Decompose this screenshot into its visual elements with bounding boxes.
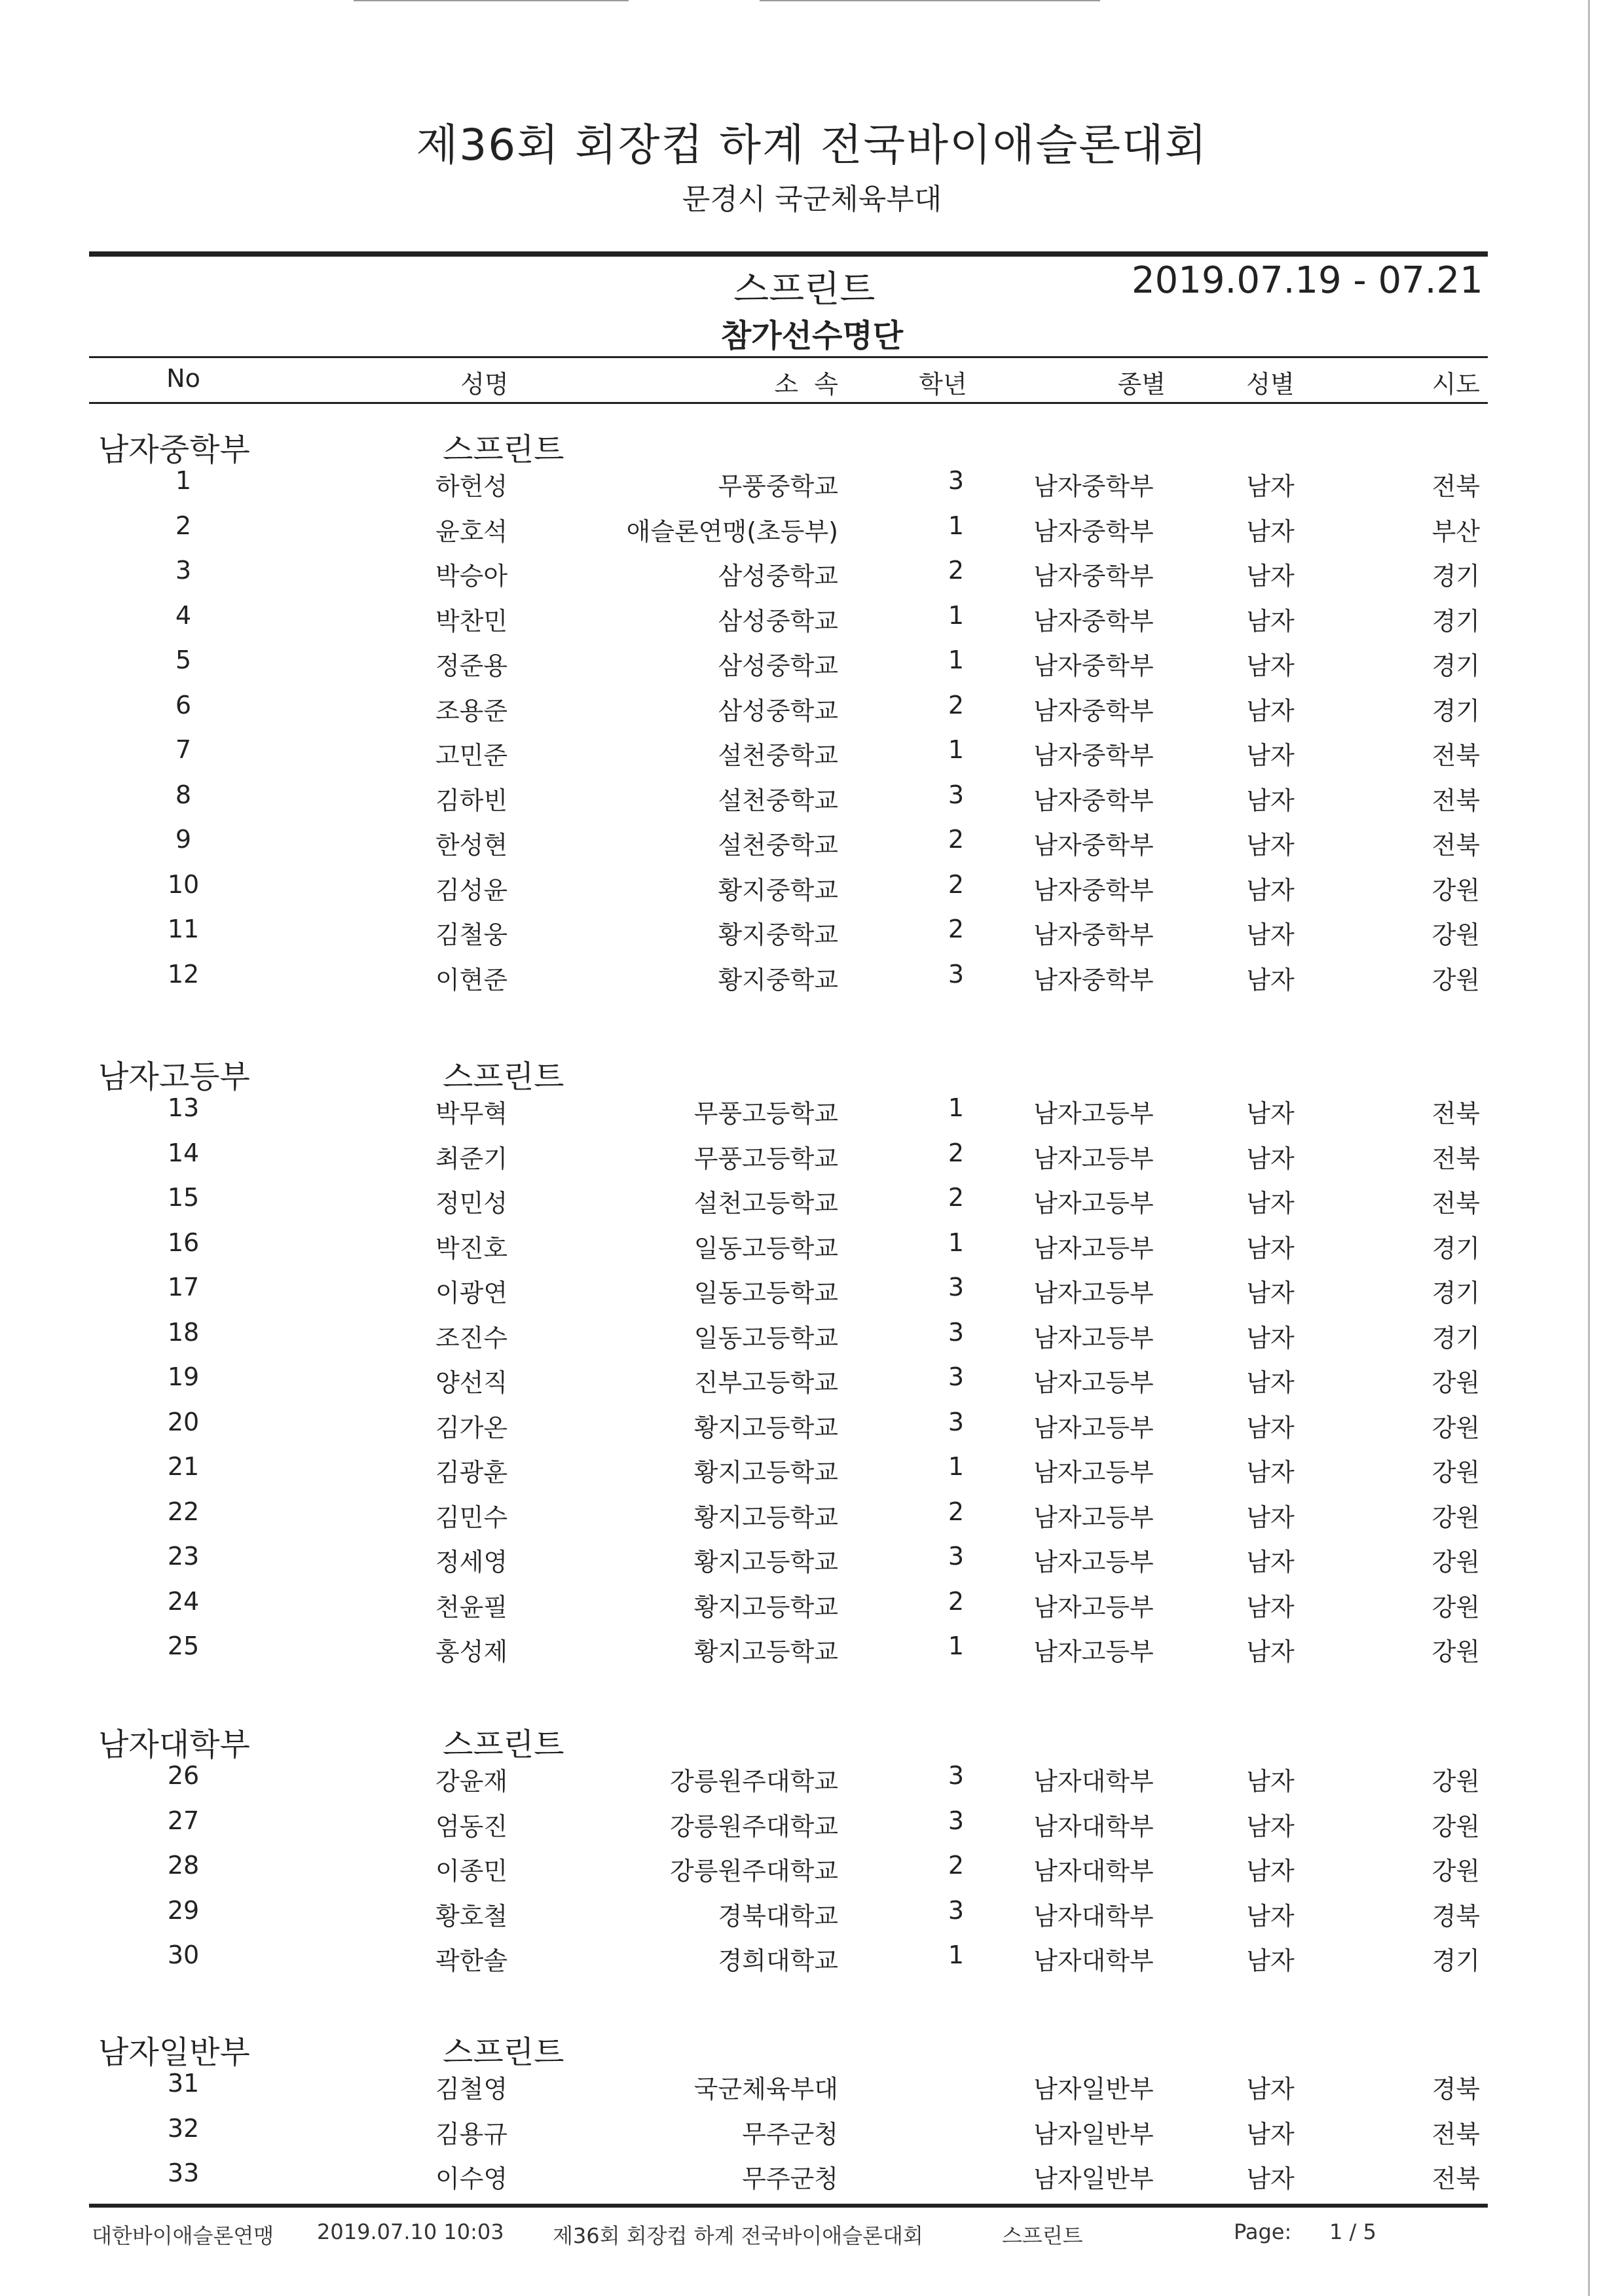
- row-category: 남자중학부: [1033, 606, 1154, 636]
- row-no: 22: [167, 1497, 200, 1526]
- row-grade: 1: [948, 1228, 965, 1257]
- row-region: 강원: [1431, 1548, 1480, 1576]
- row-sex: 남자: [1246, 1548, 1295, 1576]
- row-region: 전북: [1431, 1144, 1480, 1173]
- row-name: 양선직: [435, 1368, 508, 1397]
- row-affiliation: 설천중학교: [718, 786, 838, 815]
- row-category: 남자일반부: [1033, 2164, 1154, 2193]
- row-name: 고민준: [435, 741, 508, 770]
- row-category: 남자중학부: [1033, 651, 1154, 680]
- row-name: 이종민: [435, 1857, 508, 1886]
- row-affiliation: 애슬론연맹(초등부): [626, 517, 838, 546]
- row-sex: 남자: [1246, 1368, 1295, 1397]
- row-affiliation: 일동고등학교: [693, 1233, 838, 1263]
- section-event: 스프린트: [443, 1726, 564, 1763]
- col-category: 종별: [1117, 370, 1166, 399]
- row-grade: 3: [948, 1542, 965, 1571]
- row-name: 엄동진: [435, 1812, 508, 1841]
- row-affiliation: 경북대학교: [718, 1901, 838, 1931]
- row-name: 박찬민: [435, 606, 508, 636]
- section-label: 남자고등부: [98, 1059, 250, 1095]
- row-no: 18: [167, 1317, 200, 1347]
- row-sex: 남자: [1246, 1901, 1295, 1931]
- row-affiliation: 황지고등학교: [693, 1548, 838, 1576]
- row-affiliation: 진부고등학교: [693, 1368, 838, 1397]
- row-name: 윤호석: [435, 517, 508, 546]
- row-category: 남자일반부: [1033, 2119, 1154, 2149]
- footer-event: 스프린트: [1002, 2223, 1083, 2248]
- row-affiliation: 무풍중학교: [718, 472, 838, 501]
- row-region: 경기: [1431, 1946, 1480, 1975]
- row-name: 조용준: [435, 696, 508, 725]
- row-category: 남자중학부: [1033, 517, 1154, 546]
- col-sex: 성별: [1246, 370, 1295, 399]
- row-sex: 남자: [1246, 1413, 1295, 1442]
- row-affiliation: 무주군청: [742, 2119, 838, 2149]
- row-affiliation: 일동고등학교: [693, 1279, 838, 1307]
- row-no: 30: [167, 1941, 200, 1969]
- row-sex: 남자: [1246, 606, 1295, 636]
- row-grade: 2: [948, 1497, 965, 1526]
- row-category: 남자중학부: [1033, 920, 1154, 949]
- venue: 문경시 국군체육부대: [682, 183, 942, 216]
- col-grade: 학년: [919, 370, 967, 399]
- row-category: 남자고등부: [1033, 1592, 1154, 1622]
- column-header-bottom-rule: [89, 402, 1488, 404]
- row-region: 강원: [1431, 920, 1480, 949]
- row-no: 17: [167, 1273, 200, 1302]
- footer-printed: 2019.07.10 10:03: [317, 2219, 504, 2244]
- row-no: 12: [167, 959, 200, 989]
- row-name: 최준기: [435, 1144, 508, 1173]
- row-sex: 남자: [1246, 1144, 1295, 1173]
- row-name: 하헌성: [435, 472, 508, 501]
- row-region: 강원: [1431, 875, 1480, 905]
- row-category: 남자대학부: [1033, 1767, 1154, 1796]
- row-sex: 남자: [1246, 831, 1295, 860]
- row-no: 29: [167, 1895, 200, 1925]
- row-region: 전북: [1431, 1189, 1480, 1218]
- row-sex: 남자: [1246, 1637, 1295, 1666]
- row-region: 전북: [1431, 2119, 1480, 2149]
- row-region: 강원: [1431, 1368, 1480, 1397]
- row-grade: 3: [948, 1806, 965, 1835]
- section-event: 스프린트: [443, 431, 564, 468]
- row-no: 15: [167, 1183, 200, 1212]
- row-affiliation: 무주군청: [742, 2164, 838, 2193]
- row-sex: 남자: [1246, 562, 1295, 591]
- section-event: 스프린트: [443, 2034, 564, 2071]
- row-region: 강원: [1431, 1637, 1480, 1666]
- document-title: 제36회 회장컵 하계 전국바이애슬론대회: [416, 120, 1208, 170]
- row-grade: 3: [948, 466, 965, 495]
- row-category: 남자대학부: [1033, 1857, 1154, 1886]
- row-category: 남자고등부: [1033, 1189, 1154, 1218]
- scan-mark: [760, 0, 1100, 1]
- row-sex: 남자: [1246, 472, 1295, 501]
- row-region: 전북: [1431, 472, 1480, 501]
- row-category: 남자중학부: [1033, 786, 1154, 815]
- row-name: 이현준: [435, 965, 508, 994]
- row-grade: 1: [948, 1631, 965, 1660]
- row-category: 남자고등부: [1033, 1233, 1154, 1263]
- row-category: 남자중학부: [1033, 472, 1154, 501]
- row-grade: 3: [948, 1407, 965, 1436]
- row-affiliation: 황지중학교: [718, 920, 838, 949]
- row-region: 경기: [1431, 562, 1480, 591]
- row-sex: 남자: [1246, 2075, 1295, 2104]
- row-grade: 1: [948, 600, 965, 630]
- row-category: 남자고등부: [1033, 1323, 1154, 1353]
- row-sex: 남자: [1246, 965, 1295, 994]
- row-region: 전북: [1431, 786, 1480, 815]
- footer-event-name: 제36회 회장컵 하계 전국바이애슬론대회: [553, 2223, 923, 2248]
- row-no: 23: [167, 1542, 200, 1571]
- row-affiliation: 일동고등학교: [693, 1323, 838, 1353]
- row-category: 남자고등부: [1033, 1503, 1154, 1532]
- section-label: 남자대학부: [98, 1726, 250, 1763]
- row-category: 남자고등부: [1033, 1548, 1154, 1576]
- row-sex: 남자: [1246, 1233, 1295, 1263]
- row-affiliation: 황지중학교: [718, 875, 838, 905]
- event-name: 스프린트: [733, 268, 876, 311]
- row-no: 28: [167, 1851, 200, 1880]
- row-affiliation: 설천중학교: [718, 831, 838, 860]
- row-grade: 3: [948, 1273, 965, 1302]
- row-region: 경기: [1431, 696, 1480, 725]
- row-name: 황호철: [435, 1901, 508, 1931]
- row-name: 이광연: [435, 1279, 508, 1307]
- row-name: 한성현: [435, 831, 508, 860]
- row-name: 홍성제: [435, 1637, 508, 1666]
- row-category: 남자중학부: [1033, 696, 1154, 725]
- row-category: 남자고등부: [1033, 1279, 1154, 1307]
- section-event: 스프린트: [443, 1059, 564, 1095]
- column-header-top-rule: [89, 356, 1488, 358]
- row-sex: 남자: [1246, 741, 1295, 770]
- row-name: 강윤재: [435, 1767, 508, 1796]
- row-name: 김성윤: [435, 875, 508, 905]
- row-grade: 2: [948, 869, 965, 899]
- row-name: 박진호: [435, 1233, 508, 1263]
- row-grade: 1: [948, 511, 965, 540]
- col-region: 시도: [1431, 370, 1480, 399]
- footer-page-value: 1 / 5: [1329, 2219, 1376, 2244]
- row-sex: 남자: [1246, 1592, 1295, 1622]
- row-sex: 남자: [1246, 920, 1295, 949]
- row-category: 남자대학부: [1033, 1901, 1154, 1931]
- row-grade: 2: [948, 1138, 965, 1167]
- row-grade: 3: [948, 1895, 965, 1925]
- row-region: 경북: [1431, 2075, 1480, 2104]
- row-region: 전북: [1431, 1099, 1480, 1128]
- row-region: 전북: [1431, 831, 1480, 860]
- row-region: 전북: [1431, 2164, 1480, 2193]
- row-sex: 남자: [1246, 1458, 1295, 1487]
- row-sex: 남자: [1246, 1857, 1295, 1886]
- row-region: 강원: [1431, 1592, 1480, 1622]
- row-affiliation: 경희대학교: [718, 1946, 838, 1975]
- row-region: 강원: [1431, 1812, 1480, 1841]
- row-category: 남자대학부: [1033, 1946, 1154, 1975]
- row-category: 남자중학부: [1033, 741, 1154, 770]
- row-no: 16: [167, 1228, 200, 1257]
- row-region: 경기: [1431, 606, 1480, 636]
- row-affiliation: 국군체육부대: [693, 2075, 838, 2104]
- row-no: 5: [175, 646, 192, 674]
- row-no: 13: [167, 1093, 200, 1122]
- row-affiliation: 강릉원주대학교: [670, 1767, 838, 1796]
- row-no: 19: [167, 1362, 200, 1391]
- row-grade: 2: [948, 690, 965, 720]
- row-sex: 남자: [1246, 1099, 1295, 1128]
- row-region: 강원: [1431, 1857, 1480, 1886]
- row-no: 24: [167, 1586, 200, 1616]
- row-grade: 3: [948, 959, 965, 989]
- row-category: 남자고등부: [1033, 1637, 1154, 1666]
- row-affiliation: 황지고등학교: [693, 1503, 838, 1532]
- row-grade: 1: [948, 735, 965, 764]
- row-no: 11: [167, 915, 200, 943]
- row-affiliation: 삼성중학교: [718, 696, 838, 725]
- row-affiliation: 황지고등학교: [693, 1592, 838, 1622]
- row-affiliation: 황지고등학교: [693, 1413, 838, 1442]
- row-name: 김용규: [435, 2119, 508, 2149]
- row-no: 9: [175, 825, 192, 854]
- row-affiliation: 무풍고등학교: [693, 1144, 838, 1173]
- col-affiliation: 소 속: [774, 370, 838, 399]
- row-no: 8: [175, 780, 192, 809]
- row-region: 강원: [1431, 1413, 1480, 1442]
- row-region: 강원: [1431, 1767, 1480, 1796]
- footer-page-label: Page:: [1234, 2219, 1292, 2244]
- row-category: 남자중학부: [1033, 831, 1154, 860]
- row-name: 조진수: [435, 1323, 508, 1353]
- row-affiliation: 강릉원주대학교: [670, 1812, 838, 1841]
- row-region: 강원: [1431, 965, 1480, 994]
- row-category: 남자대학부: [1033, 1812, 1154, 1841]
- row-affiliation: 황지고등학교: [693, 1637, 838, 1666]
- row-sex: 남자: [1246, 1279, 1295, 1307]
- row-affiliation: 강릉원주대학교: [670, 1857, 838, 1886]
- row-name: 김철웅: [435, 920, 508, 949]
- row-region: 경북: [1431, 1901, 1480, 1931]
- row-sex: 남자: [1246, 2164, 1295, 2193]
- row-sex: 남자: [1246, 1323, 1295, 1353]
- row-name: 김하빈: [435, 786, 508, 815]
- row-sex: 남자: [1246, 517, 1295, 546]
- row-no: 14: [167, 1138, 200, 1167]
- row-affiliation: 삼성중학교: [718, 606, 838, 636]
- row-grade: 2: [948, 1851, 965, 1880]
- row-no: 33: [167, 2159, 200, 2187]
- row-grade: 2: [948, 825, 965, 854]
- row-grade: 1: [948, 1452, 965, 1481]
- row-sex: 남자: [1246, 786, 1295, 815]
- scan-mark: [354, 0, 629, 1]
- row-region: 강원: [1431, 1458, 1480, 1487]
- row-sex: 남자: [1246, 1503, 1295, 1532]
- row-no: 3: [175, 556, 192, 585]
- row-region: 경기: [1431, 651, 1480, 680]
- row-grade: 2: [948, 556, 965, 585]
- row-affiliation: 설천고등학교: [693, 1189, 838, 1218]
- row-no: 2: [175, 511, 192, 540]
- row-sex: 남자: [1246, 2119, 1295, 2149]
- row-grade: 3: [948, 1362, 965, 1391]
- col-no: No: [166, 364, 200, 393]
- event-dates: 2019.07.19 - 07.21: [1132, 259, 1483, 302]
- row-region: 강원: [1431, 1503, 1480, 1532]
- row-sex: 남자: [1246, 696, 1295, 725]
- row-grade: 2: [948, 915, 965, 943]
- section-label: 남자중학부: [98, 431, 250, 468]
- row-affiliation: 설천중학교: [718, 741, 838, 770]
- row-affiliation: 황지고등학교: [693, 1458, 838, 1487]
- row-category: 남자고등부: [1033, 1458, 1154, 1487]
- row-no: 10: [167, 869, 200, 899]
- row-category: 남자중학부: [1033, 562, 1154, 591]
- row-grade: 1: [948, 1093, 965, 1122]
- row-region: 경기: [1431, 1279, 1480, 1307]
- section-label: 남자일반부: [98, 2034, 250, 2071]
- row-grade: 1: [948, 1941, 965, 1969]
- header-rule: [89, 251, 1488, 257]
- row-name: 이수영: [435, 2164, 508, 2193]
- row-no: 25: [167, 1631, 200, 1660]
- row-grade: 3: [948, 1317, 965, 1347]
- row-name: 곽한솔: [435, 1946, 508, 1975]
- row-grade: 1: [948, 646, 965, 674]
- row-affiliation: 황지중학교: [718, 965, 838, 994]
- row-category: 남자중학부: [1033, 875, 1154, 905]
- row-region: 전북: [1431, 741, 1480, 770]
- row-no: 27: [167, 1806, 200, 1835]
- row-name: 박무혁: [435, 1099, 508, 1128]
- row-no: 31: [167, 2069, 200, 2098]
- row-sex: 남자: [1246, 651, 1295, 680]
- row-no: 26: [167, 1761, 200, 1790]
- row-sex: 남자: [1246, 1767, 1295, 1796]
- row-name: 천윤필: [435, 1592, 508, 1622]
- row-name: 정민성: [435, 1189, 508, 1218]
- row-no: 20: [167, 1407, 200, 1436]
- row-category: 남자일반부: [1033, 2075, 1154, 2104]
- row-name: 정세영: [435, 1548, 508, 1576]
- row-name: 김민수: [435, 1503, 508, 1532]
- col-name: 성명: [460, 370, 509, 399]
- row-region: 경기: [1431, 1233, 1480, 1263]
- list-title: 참가선수명단: [720, 318, 904, 354]
- row-sex: 남자: [1246, 1189, 1295, 1218]
- row-category: 남자고등부: [1033, 1368, 1154, 1397]
- row-no: 7: [175, 735, 192, 764]
- row-region: 경기: [1431, 1323, 1480, 1353]
- footer-rule: [89, 2204, 1488, 2208]
- row-affiliation: 무풍고등학교: [693, 1099, 838, 1128]
- row-no: 4: [175, 600, 192, 630]
- row-sex: 남자: [1246, 875, 1295, 905]
- row-sex: 남자: [1246, 1946, 1295, 1975]
- row-affiliation: 삼성중학교: [718, 651, 838, 680]
- row-category: 남자중학부: [1033, 965, 1154, 994]
- row-region: 부산: [1431, 517, 1480, 546]
- row-name: 김철영: [435, 2075, 508, 2104]
- row-name: 정준용: [435, 651, 508, 680]
- row-affiliation: 삼성중학교: [718, 562, 838, 591]
- row-name: 김광훈: [435, 1458, 508, 1487]
- row-grade: 2: [948, 1183, 965, 1212]
- footer-org: 대한바이애슬론연맹: [92, 2223, 274, 2248]
- row-sex: 남자: [1246, 1812, 1295, 1841]
- row-category: 남자고등부: [1033, 1099, 1154, 1128]
- row-no: 32: [167, 2113, 200, 2143]
- row-no: 1: [175, 466, 192, 495]
- row-category: 남자고등부: [1033, 1144, 1154, 1173]
- row-grade: 3: [948, 1761, 965, 1790]
- row-name: 박승아: [435, 562, 508, 591]
- row-name: 김가온: [435, 1413, 508, 1442]
- row-no: 21: [167, 1452, 200, 1481]
- row-category: 남자고등부: [1033, 1413, 1154, 1442]
- row-no: 6: [175, 690, 192, 720]
- row-grade: 3: [948, 780, 965, 809]
- row-grade: 2: [948, 1586, 965, 1616]
